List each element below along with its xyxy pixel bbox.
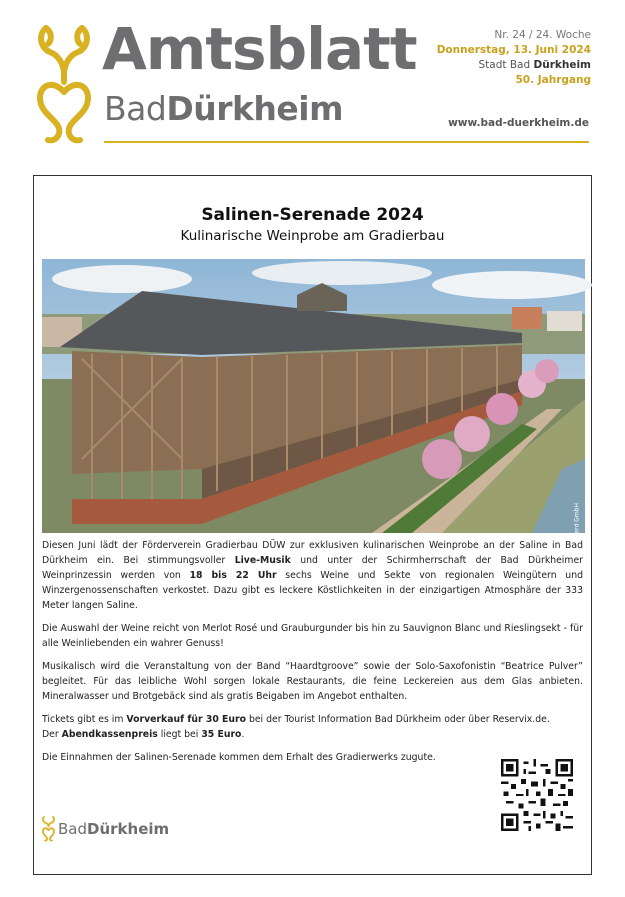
p1-text-e: sechs Weine und Sekte von regionalen Weingütern und Winzergenossenschaften verkostet. Dazu gibt es leckere Köstlichkeiten in der einzigartigen Atmosphäre der 333 Meter langen Saline.	[42, 570, 583, 611]
paragraph-tickets	[42, 712, 583, 742]
footer-logo	[42, 816, 202, 844]
header-divider	[104, 141, 589, 143]
paragraph-wines: Die Auswahl der Weine reicht von Merlot Rosé und Grauburgunder bis hin zu Sauvignon Blanc und Rieslingsekt - für alle Weinliebenden ein wahrer Genuss!	[42, 623, 583, 649]
paragraph-music: Musikalisch wird die Veranstaltung von der Band “Haardtgroove” sowie der Solo-Saxofonistin “Beatrice Pulver” begleitet. Für das leibliche Wohl sorgen lokale Restaurants, die feine Leckereien aus dem Glas anbieten. Mineralwasser und Brotgebäck sind als gratis Beigaben im Angebot enthalten.	[42, 661, 583, 702]
brand-sub-light: Bad	[104, 89, 167, 128]
footer-logo-text	[58, 820, 169, 838]
p1-bold-time: 18 bis 22 Uhr	[189, 570, 277, 581]
issue-date: Donnerstag, 13. Juni 2024	[436, 44, 591, 56]
p1-bold-live-musik: Live-Musik	[234, 555, 291, 566]
article-title: Salinen-Serenade 2024	[201, 205, 424, 225]
photo-credit: Foto: © Hermann Jerd GmbH	[574, 503, 581, 590]
p4-text-a: Tickets gibt es im	[42, 714, 127, 725]
website-link[interactable]: www.bad-duerkheim.de	[448, 117, 589, 129]
p4-text-d: Der	[42, 729, 62, 740]
city-light: Stadt Bad	[478, 59, 534, 71]
article-box	[33, 175, 592, 875]
footer-logo-bold: Dürkheim	[87, 820, 170, 838]
article-body	[42, 538, 583, 773]
city-logo-icon	[36, 22, 92, 148]
p1-text-c: und unter der Schirmherrschaft der Bad Dürkheimer Weinprinzessin werden von	[42, 555, 583, 581]
paragraph-proceeds: Die Einnahmen der Salinen-Serenade kommen dem Erhalt des Gradierwerks zugute.	[42, 752, 436, 763]
p1-text-a: Diesen Juni lädt der Förderverein Gradierbau DÜW zur exklusiven kulinarischen Weinprobe an der Saline in Bad Dürkheim ein. Bei stimmungsvoller	[42, 540, 583, 566]
issue-year: 50. Jahrgang	[515, 74, 591, 86]
issue-meta	[437, 28, 591, 88]
footer-logo-icon	[42, 816, 55, 842]
issue-number: Nr. 24 / 24. Woche	[494, 29, 591, 41]
p4-text-f: liegt bei	[157, 729, 202, 740]
issue-city	[437, 58, 591, 73]
p4-bold-price: 35 Euro	[201, 729, 242, 740]
qr-code-icon[interactable]	[501, 759, 573, 831]
paragraph-intro	[42, 538, 583, 613]
p4-bold-box-office: Abendkassenpreis	[61, 729, 158, 740]
brand-title: Amtsblatt	[102, 15, 417, 83]
footer-logo-light: Bad	[58, 820, 88, 838]
p4-text-c: bei der Tourist Information Bad Dürkheim oder über Reservix.de.	[245, 714, 550, 725]
p4-bold-presale: Vorverkauf für 30 Euro	[126, 714, 246, 725]
city-bold: Dürkheim	[533, 59, 591, 71]
p4-text-h: .	[241, 729, 245, 740]
brand-subtitle	[104, 89, 343, 128]
brand-sub-bold: Dürkheim	[166, 89, 343, 128]
article-subtitle: Kulinarische Weinprobe am Gradierbau	[180, 228, 445, 244]
